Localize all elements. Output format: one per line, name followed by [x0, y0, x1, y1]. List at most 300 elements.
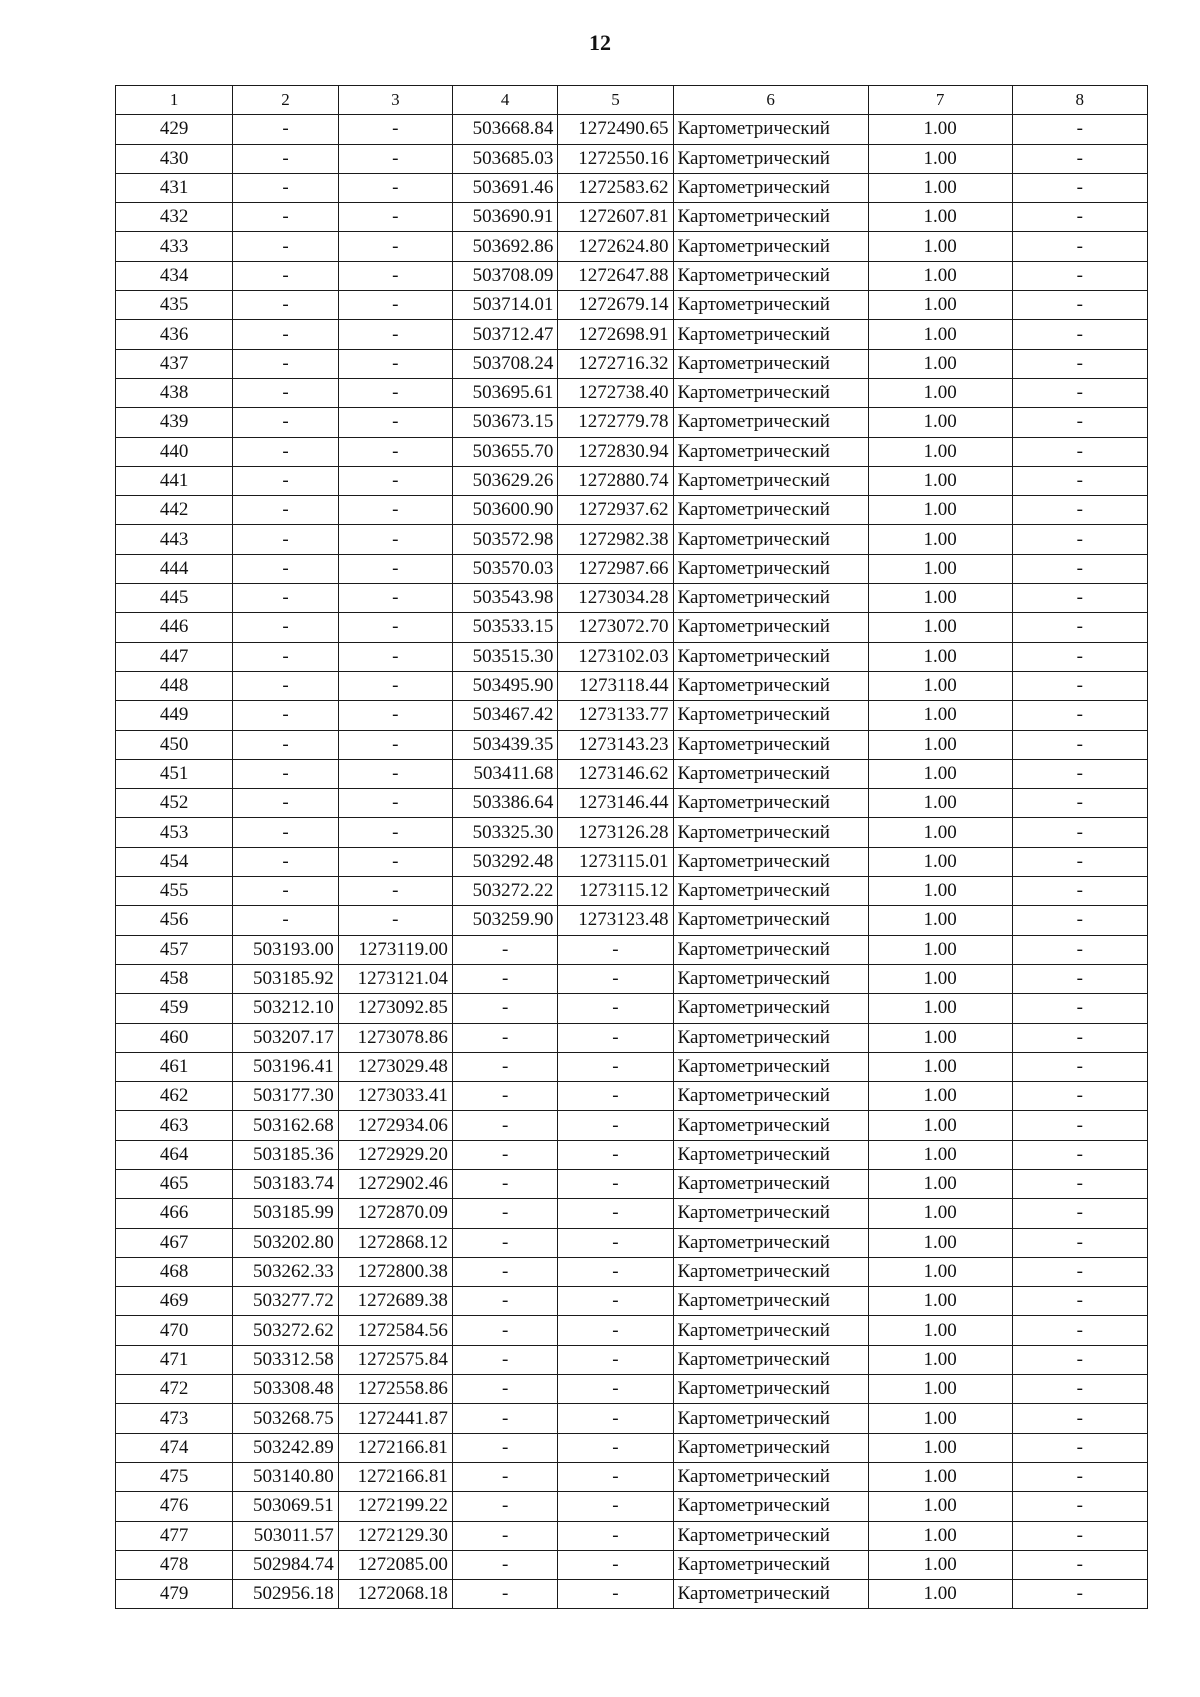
y-old-cell: - [338, 203, 452, 232]
note-cell: - [1012, 1462, 1147, 1491]
table-row [116, 1316, 1148, 1345]
x-new-cell: - [452, 1375, 558, 1404]
method-cell: Картометрический [673, 818, 868, 847]
point-number-cell: 459 [116, 994, 233, 1023]
note-cell: - [1012, 115, 1147, 144]
x-new-cell: - [452, 1492, 558, 1521]
table-row [116, 173, 1148, 202]
point-number-cell: 474 [116, 1433, 233, 1462]
method-cell: Картометрический [673, 437, 868, 466]
x-old-cell: 503312.58 [233, 1345, 339, 1374]
note-cell: - [1012, 466, 1147, 495]
x-new-cell: 503629.26 [452, 466, 558, 495]
x-old-cell: - [233, 789, 339, 818]
note-cell: - [1012, 818, 1147, 847]
y-old-cell: 1273029.48 [338, 1052, 452, 1081]
method-cell: Картометрический [673, 115, 868, 144]
accuracy-cell: 1.00 [868, 554, 1012, 583]
accuracy-cell: 1.00 [868, 320, 1012, 349]
point-number-cell: 453 [116, 818, 233, 847]
table-row [116, 1580, 1148, 1609]
x-new-cell: 503708.09 [452, 261, 558, 290]
y-new-cell: 1272716.32 [558, 349, 673, 378]
point-number-cell: 447 [116, 642, 233, 671]
note-cell: - [1012, 496, 1147, 525]
method-cell: Картометрический [673, 584, 868, 613]
y-new-cell: - [558, 1257, 673, 1286]
method-cell: Картометрический [673, 496, 868, 525]
point-number-cell: 441 [116, 466, 233, 495]
table-row [116, 320, 1148, 349]
y-old-cell: - [338, 818, 452, 847]
accuracy-cell: 1.00 [868, 818, 1012, 847]
x-old-cell: 503277.72 [233, 1287, 339, 1316]
point-number-cell: 471 [116, 1345, 233, 1374]
accuracy-cell: 1.00 [868, 1052, 1012, 1081]
x-old-cell: - [233, 671, 339, 700]
accuracy-cell: 1.00 [868, 144, 1012, 173]
point-number-cell: 444 [116, 554, 233, 583]
x-new-cell: 503467.42 [452, 701, 558, 730]
point-number-cell: 439 [116, 408, 233, 437]
point-number-cell: 440 [116, 437, 233, 466]
note-cell: - [1012, 320, 1147, 349]
x-new-cell: 503668.84 [452, 115, 558, 144]
y-new-cell: 1273146.44 [558, 789, 673, 818]
note-cell: - [1012, 144, 1147, 173]
point-number-cell: 432 [116, 203, 233, 232]
x-old-cell: 503069.51 [233, 1492, 339, 1521]
table-body [116, 115, 1148, 1609]
point-number-cell: 442 [116, 496, 233, 525]
point-number-cell: 478 [116, 1550, 233, 1579]
x-old-cell: - [233, 173, 339, 202]
accuracy-cell: 1.00 [868, 232, 1012, 261]
note-cell: - [1012, 1521, 1147, 1550]
table-row [116, 847, 1148, 876]
note-cell: - [1012, 203, 1147, 232]
y-old-cell: - [338, 525, 452, 554]
y-old-cell: - [338, 378, 452, 407]
note-cell: - [1012, 1433, 1147, 1462]
note-cell: - [1012, 1257, 1147, 1286]
x-old-cell: 503185.92 [233, 964, 339, 993]
y-old-cell: - [338, 437, 452, 466]
y-old-cell: - [338, 584, 452, 613]
table-row [116, 408, 1148, 437]
y-new-cell: 1272880.74 [558, 466, 673, 495]
x-new-cell: - [452, 1257, 558, 1286]
accuracy-cell: 1.00 [868, 584, 1012, 613]
x-new-cell: 503533.15 [452, 613, 558, 642]
method-cell: Картометрический [673, 701, 868, 730]
point-number-cell: 443 [116, 525, 233, 554]
point-number-cell: 473 [116, 1404, 233, 1433]
x-new-cell: 503543.98 [452, 584, 558, 613]
y-old-cell: - [338, 906, 452, 935]
x-new-cell: - [452, 994, 558, 1023]
y-new-cell: 1273102.03 [558, 642, 673, 671]
y-new-cell: 1272647.88 [558, 261, 673, 290]
table-row [116, 701, 1148, 730]
y-old-cell: 1272929.20 [338, 1140, 452, 1169]
x-new-cell: - [452, 1023, 558, 1052]
y-new-cell: - [558, 1023, 673, 1052]
table-row [116, 1023, 1148, 1052]
table-row [116, 1140, 1148, 1169]
method-cell: Картометрический [673, 1111, 868, 1140]
method-cell: Картометрический [673, 1550, 868, 1579]
note-cell: - [1012, 789, 1147, 818]
accuracy-cell: 1.00 [868, 1492, 1012, 1521]
y-new-cell: - [558, 1580, 673, 1609]
note-cell: - [1012, 1199, 1147, 1228]
coordinates-table [115, 85, 1148, 1609]
note-cell: - [1012, 1287, 1147, 1316]
x-new-cell: - [452, 1140, 558, 1169]
y-new-cell: - [558, 1462, 673, 1491]
column-header-7: 7 [868, 86, 1012, 115]
y-new-cell: - [558, 964, 673, 993]
table-row [116, 261, 1148, 290]
x-old-cell: 503212.10 [233, 994, 339, 1023]
y-new-cell: 1273126.28 [558, 818, 673, 847]
y-old-cell: - [338, 261, 452, 290]
note-cell: - [1012, 291, 1147, 320]
table-row [116, 613, 1148, 642]
method-cell: Картометрический [673, 1169, 868, 1198]
method-cell: Картометрический [673, 1404, 868, 1433]
method-cell: Картометрический [673, 1492, 868, 1521]
accuracy-cell: 1.00 [868, 994, 1012, 1023]
table-row [116, 1375, 1148, 1404]
note-cell: - [1012, 935, 1147, 964]
x-new-cell: - [452, 1082, 558, 1111]
table-row [116, 1257, 1148, 1286]
x-new-cell: 503570.03 [452, 554, 558, 583]
y-old-cell: - [338, 232, 452, 261]
y-new-cell: 1273034.28 [558, 584, 673, 613]
x-new-cell: - [452, 1550, 558, 1579]
accuracy-cell: 1.00 [868, 291, 1012, 320]
y-new-cell: - [558, 1316, 673, 1345]
note-cell: - [1012, 437, 1147, 466]
table-row [116, 1462, 1148, 1491]
x-new-cell: - [452, 1580, 558, 1609]
note-cell: - [1012, 1052, 1147, 1081]
y-old-cell: - [338, 144, 452, 173]
table-row [116, 1492, 1148, 1521]
point-number-cell: 429 [116, 115, 233, 144]
x-old-cell: - [233, 642, 339, 671]
x-old-cell: 503183.74 [233, 1169, 339, 1198]
y-old-cell: - [338, 349, 452, 378]
x-old-cell: - [233, 261, 339, 290]
note-cell: - [1012, 378, 1147, 407]
column-header-4: 4 [452, 86, 558, 115]
method-cell: Картометрический [673, 378, 868, 407]
y-old-cell: 1272584.56 [338, 1316, 452, 1345]
x-new-cell: 503386.64 [452, 789, 558, 818]
x-old-cell: - [233, 847, 339, 876]
method-cell: Картометрический [673, 1521, 868, 1550]
table-row [116, 349, 1148, 378]
x-old-cell: - [233, 203, 339, 232]
table-row [116, 964, 1148, 993]
y-new-cell: 1272679.14 [558, 291, 673, 320]
y-old-cell: - [338, 642, 452, 671]
accuracy-cell: 1.00 [868, 1228, 1012, 1257]
table-row [116, 759, 1148, 788]
x-new-cell: 503690.91 [452, 203, 558, 232]
x-old-cell: - [233, 584, 339, 613]
y-new-cell: - [558, 1052, 673, 1081]
point-number-cell: 463 [116, 1111, 233, 1140]
y-old-cell: - [338, 613, 452, 642]
method-cell: Картометрический [673, 1345, 868, 1374]
x-new-cell: - [452, 1199, 558, 1228]
y-old-cell: 1273033.41 [338, 1082, 452, 1111]
table-row [116, 671, 1148, 700]
accuracy-cell: 1.00 [868, 1169, 1012, 1198]
note-cell: - [1012, 1345, 1147, 1374]
accuracy-cell: 1.00 [868, 1287, 1012, 1316]
method-cell: Картометрический [673, 1316, 868, 1345]
x-new-cell: 503685.03 [452, 144, 558, 173]
point-number-cell: 446 [116, 613, 233, 642]
y-new-cell: 1272738.40 [558, 378, 673, 407]
method-cell: Картометрический [673, 349, 868, 378]
point-number-cell: 435 [116, 291, 233, 320]
y-old-cell: 1272800.38 [338, 1257, 452, 1286]
accuracy-cell: 1.00 [868, 173, 1012, 202]
table-row [116, 466, 1148, 495]
point-number-cell: 451 [116, 759, 233, 788]
point-number-cell: 475 [116, 1462, 233, 1491]
y-old-cell: 1273092.85 [338, 994, 452, 1023]
method-cell: Картометрический [673, 466, 868, 495]
y-new-cell: - [558, 1345, 673, 1374]
x-old-cell: - [233, 877, 339, 906]
method-cell: Картометрический [673, 1287, 868, 1316]
accuracy-cell: 1.00 [868, 1023, 1012, 1052]
note-cell: - [1012, 525, 1147, 554]
table-row [116, 906, 1148, 935]
point-number-cell: 458 [116, 964, 233, 993]
x-new-cell: - [452, 1404, 558, 1433]
x-new-cell: - [452, 1462, 558, 1491]
accuracy-cell: 1.00 [868, 1199, 1012, 1228]
y-old-cell: 1272870.09 [338, 1199, 452, 1228]
x-old-cell: - [233, 525, 339, 554]
accuracy-cell: 1.00 [868, 437, 1012, 466]
y-old-cell: - [338, 847, 452, 876]
point-number-cell: 457 [116, 935, 233, 964]
x-old-cell: 502984.74 [233, 1550, 339, 1579]
method-cell: Картометрический [673, 1228, 868, 1257]
point-number-cell: 460 [116, 1023, 233, 1052]
note-cell: - [1012, 1082, 1147, 1111]
y-old-cell: 1272166.81 [338, 1433, 452, 1462]
point-number-cell: 455 [116, 877, 233, 906]
y-new-cell: - [558, 1287, 673, 1316]
accuracy-cell: 1.00 [868, 613, 1012, 642]
table-row [116, 291, 1148, 320]
x-new-cell: - [452, 964, 558, 993]
y-new-cell: - [558, 1492, 673, 1521]
y-old-cell: - [338, 320, 452, 349]
y-old-cell: - [338, 789, 452, 818]
y-new-cell: 1272490.65 [558, 115, 673, 144]
x-new-cell: 503572.98 [452, 525, 558, 554]
point-number-cell: 467 [116, 1228, 233, 1257]
method-cell: Картометрический [673, 1462, 868, 1491]
table-row [116, 437, 1148, 466]
y-new-cell: - [558, 935, 673, 964]
table-row [116, 1433, 1148, 1462]
method-cell: Картометрический [673, 789, 868, 818]
point-number-cell: 456 [116, 906, 233, 935]
point-number-cell: 436 [116, 320, 233, 349]
accuracy-cell: 1.00 [868, 1462, 1012, 1491]
x-old-cell: - [233, 408, 339, 437]
accuracy-cell: 1.00 [868, 349, 1012, 378]
x-old-cell: - [233, 115, 339, 144]
y-new-cell: 1273123.48 [558, 906, 673, 935]
table-row [116, 1199, 1148, 1228]
x-old-cell: - [233, 378, 339, 407]
note-cell: - [1012, 1228, 1147, 1257]
y-new-cell: 1272982.38 [558, 525, 673, 554]
method-cell: Картометрический [673, 291, 868, 320]
y-new-cell: 1273146.62 [558, 759, 673, 788]
x-old-cell: 503011.57 [233, 1521, 339, 1550]
accuracy-cell: 1.00 [868, 1082, 1012, 1111]
point-number-cell: 461 [116, 1052, 233, 1081]
y-old-cell: 1272934.06 [338, 1111, 452, 1140]
note-cell: - [1012, 1316, 1147, 1345]
x-old-cell: - [233, 613, 339, 642]
method-cell: Картометрический [673, 144, 868, 173]
y-new-cell: 1273118.44 [558, 671, 673, 700]
table-row [116, 203, 1148, 232]
y-new-cell: 1272937.62 [558, 496, 673, 525]
x-old-cell: 503262.33 [233, 1257, 339, 1286]
x-old-cell: - [233, 906, 339, 935]
x-new-cell: - [452, 1228, 558, 1257]
y-old-cell: 1272689.38 [338, 1287, 452, 1316]
y-new-cell: 1272550.16 [558, 144, 673, 173]
table-row [116, 378, 1148, 407]
x-new-cell: 503695.61 [452, 378, 558, 407]
y-new-cell: - [558, 1228, 673, 1257]
method-cell: Картометрический [673, 1052, 868, 1081]
accuracy-cell: 1.00 [868, 935, 1012, 964]
y-old-cell: - [338, 115, 452, 144]
x-new-cell: - [452, 1169, 558, 1198]
x-new-cell: - [452, 1316, 558, 1345]
y-new-cell: 1272779.78 [558, 408, 673, 437]
point-number-cell: 437 [116, 349, 233, 378]
x-old-cell: - [233, 349, 339, 378]
table-row [116, 144, 1148, 173]
point-number-cell: 450 [116, 730, 233, 759]
point-number-cell: 466 [116, 1199, 233, 1228]
point-number-cell: 448 [116, 671, 233, 700]
x-new-cell: 503712.47 [452, 320, 558, 349]
method-cell: Картометрический [673, 261, 868, 290]
accuracy-cell: 1.00 [868, 701, 1012, 730]
page-number: 12 [589, 30, 611, 55]
method-cell: Картометрический [673, 994, 868, 1023]
point-number-cell: 449 [116, 701, 233, 730]
point-number-cell: 477 [116, 1521, 233, 1550]
accuracy-cell: 1.00 [868, 1404, 1012, 1433]
method-cell: Картометрический [673, 408, 868, 437]
accuracy-cell: 1.00 [868, 671, 1012, 700]
x-old-cell: 503196.41 [233, 1052, 339, 1081]
note-cell: - [1012, 1550, 1147, 1579]
y-new-cell: 1273115.12 [558, 877, 673, 906]
note-cell: - [1012, 261, 1147, 290]
point-number-cell: 445 [116, 584, 233, 613]
y-new-cell: 1273143.23 [558, 730, 673, 759]
note-cell: - [1012, 847, 1147, 876]
y-new-cell: 1273133.77 [558, 701, 673, 730]
table-row [116, 1169, 1148, 1198]
note-cell: - [1012, 1169, 1147, 1198]
x-new-cell: 503714.01 [452, 291, 558, 320]
point-number-cell: 454 [116, 847, 233, 876]
y-old-cell: 1272868.12 [338, 1228, 452, 1257]
table-row [116, 1082, 1148, 1111]
x-old-cell: - [233, 320, 339, 349]
y-old-cell: - [338, 730, 452, 759]
x-old-cell: 503140.80 [233, 1462, 339, 1491]
y-old-cell: 1272129.30 [338, 1521, 452, 1550]
y-old-cell: - [338, 554, 452, 583]
accuracy-cell: 1.00 [868, 789, 1012, 818]
table-row [116, 496, 1148, 525]
point-number-cell: 472 [116, 1375, 233, 1404]
x-new-cell: - [452, 1521, 558, 1550]
accuracy-cell: 1.00 [868, 203, 1012, 232]
y-new-cell: - [558, 1375, 673, 1404]
note-cell: - [1012, 730, 1147, 759]
x-old-cell: - [233, 144, 339, 173]
note-cell: - [1012, 613, 1147, 642]
table-row [116, 1404, 1148, 1433]
method-cell: Картометрический [673, 935, 868, 964]
x-old-cell: 503185.99 [233, 1199, 339, 1228]
column-header-2: 2 [233, 86, 339, 115]
x-new-cell: - [452, 1345, 558, 1374]
x-old-cell: - [233, 291, 339, 320]
note-cell: - [1012, 1140, 1147, 1169]
method-cell: Картометрический [673, 203, 868, 232]
point-number-cell: 465 [116, 1169, 233, 1198]
note-cell: - [1012, 642, 1147, 671]
y-new-cell: 1272624.80 [558, 232, 673, 261]
note-cell: - [1012, 1111, 1147, 1140]
method-cell: Картометрический [673, 1257, 868, 1286]
table-row [116, 525, 1148, 554]
point-number-cell: 479 [116, 1580, 233, 1609]
y-old-cell: 1272441.87 [338, 1404, 452, 1433]
point-number-cell: 464 [116, 1140, 233, 1169]
point-number-cell: 438 [116, 378, 233, 407]
x-old-cell: - [233, 554, 339, 583]
